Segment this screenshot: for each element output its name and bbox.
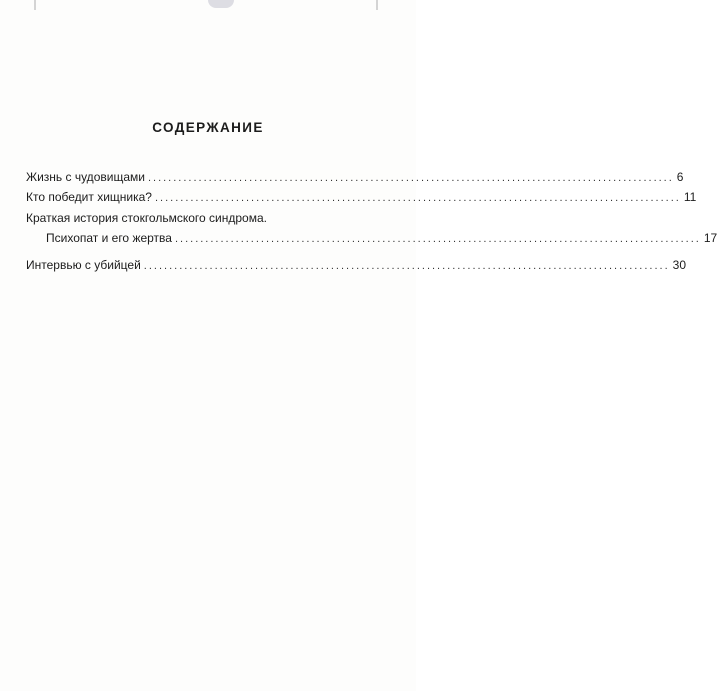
toc-entry[interactable] [26, 254, 686, 272]
toc-entry-title: Жизнь с чудовищами [26, 170, 145, 184]
toc-entry-title: Психопат и его жертва [46, 231, 172, 245]
edge-mark-left [34, 0, 36, 10]
toc-entry-page: 30 [672, 258, 686, 272]
dot-leader: ........................................................................................................ [147, 172, 674, 184]
dot-leader: ........................................................................................................ [143, 260, 670, 272]
toc-entry-title: Кто победит хищника? [26, 190, 152, 204]
toc-entry-title: Краткая история стокгольмского синдрома. [26, 211, 267, 225]
page-top-edge [0, 0, 416, 10]
toc-entry-continuation[interactable] [46, 227, 717, 245]
toc-entry-page: 11 [683, 190, 697, 204]
toc-entry[interactable] [26, 166, 684, 184]
edge-mark-right [376, 0, 378, 10]
toc-entry-title: Интервью с убийцей [26, 258, 141, 272]
toc-entry[interactable] [26, 207, 400, 225]
dot-leader: ........................................................................................................ [154, 192, 681, 204]
page-title: СОДЕРЖАНИЕ [152, 120, 264, 135]
toc-entry-page: 17 [703, 231, 717, 245]
toc-entry[interactable] [26, 186, 697, 204]
toc-entry-page: 6 [676, 170, 684, 184]
dot-leader: ........................................................................................................ [174, 233, 701, 245]
ink-blot [208, 0, 234, 8]
